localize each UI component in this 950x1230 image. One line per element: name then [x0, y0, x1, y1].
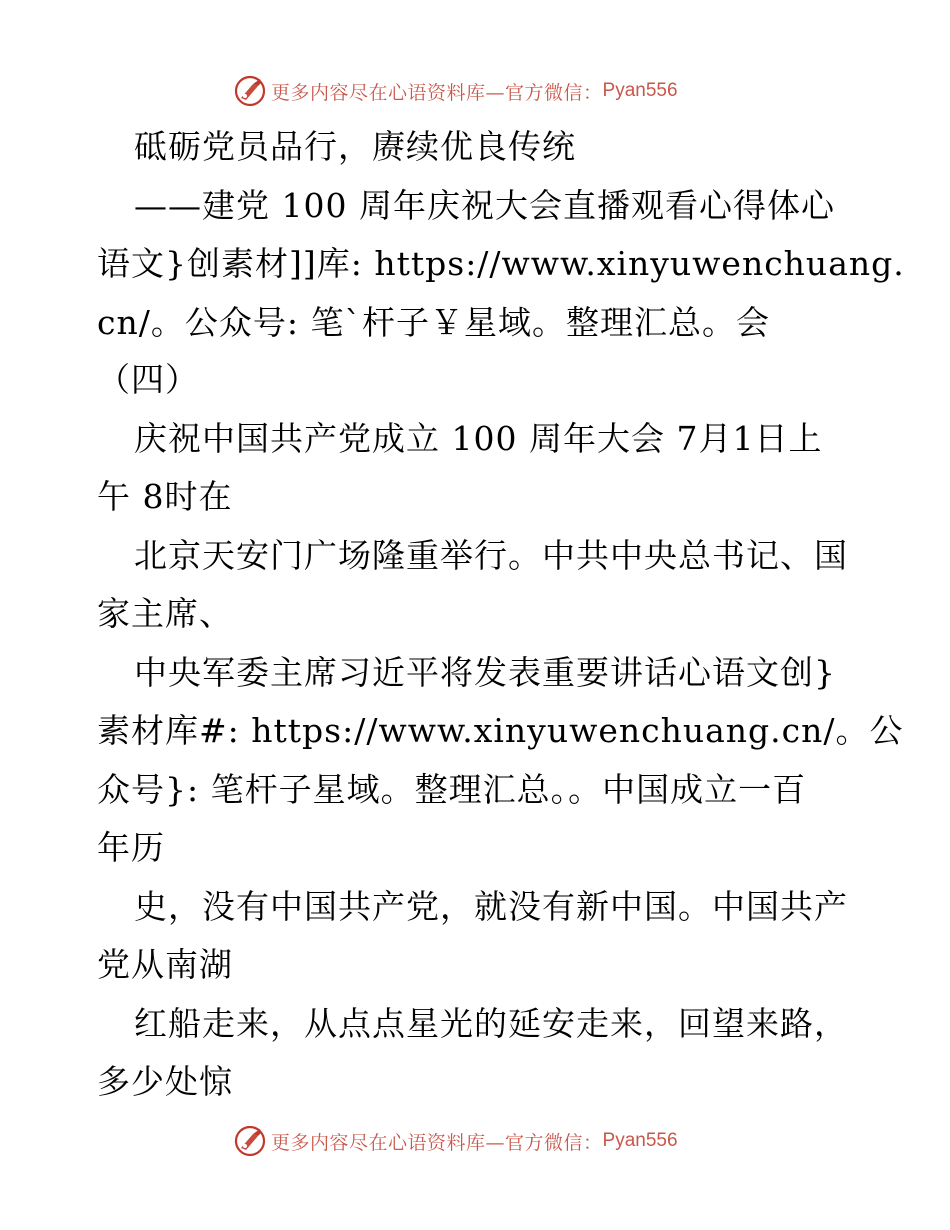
text-line: 史，没有中国共产党，就没有新中国。中国共产 — [134, 887, 848, 926]
footer-banner — [0, 1120, 950, 1160]
brand-logo-icon — [233, 74, 267, 108]
text-line: 午 8时在 — [97, 477, 233, 516]
text-line: 红船走来，从点点星光的延安走来，回望来路， — [134, 1004, 848, 1043]
section-heading: （四） — [97, 360, 199, 399]
text-line: cn/。公众号: 笔`杆子￥星域。整理汇总。会 — [97, 303, 770, 342]
subtitle-line: ——建党 100 周年庆祝大会直播观看心得体心 — [134, 186, 835, 225]
text-line: 素材库#: https://www.xinyuwenchuang.cn/。公 — [97, 711, 904, 750]
text-line: 多少处惊 — [97, 1062, 233, 1101]
text-line: 众号}: 笔杆子星域。整理汇总。。中国成立一百 — [97, 770, 807, 809]
text-line: 中央军委主席习近平将发表重要讲话心语文创} — [134, 653, 836, 692]
text-line: 年历 — [97, 828, 165, 867]
header-banner-text: 更多内容尽在心语资料库—官方微信： — [271, 81, 603, 104]
footer-banner-wechat-id: Pyan556 — [602, 1130, 678, 1151]
text-line: 语文}创素材]]库: https://www.xinyuwenchuang. — [97, 244, 905, 283]
title-line: 砥砺党员品行，赓续优良传统 — [134, 127, 576, 166]
text-line: 庆祝中国共产党成立 100 周年大会 7月1日上 — [134, 419, 823, 458]
header-banner — [0, 70, 950, 110]
text-line: 家主席、 — [97, 594, 233, 633]
footer-banner-text: 更多内容尽在心语资料库—官方微信： — [271, 1131, 603, 1154]
text-line: 北京天安门广场隆重举行。中共中央总书记、国 — [134, 536, 848, 575]
text-line: 党从南湖 — [97, 945, 233, 984]
brand-logo-icon — [233, 1124, 267, 1158]
header-banner-wechat-id: Pyan556 — [602, 80, 678, 101]
